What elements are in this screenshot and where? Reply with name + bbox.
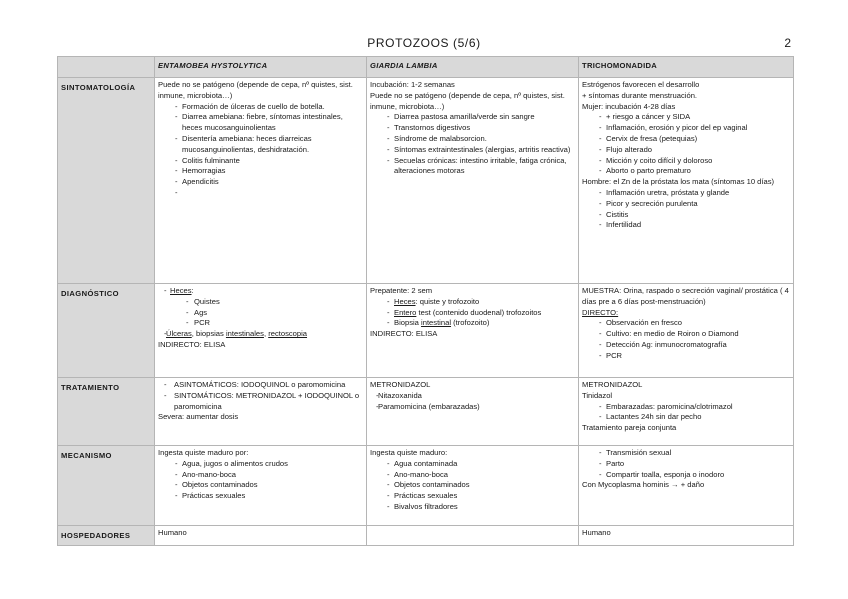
text-line: Hombre: el Zn de la próstata los mata (síntomas 10 días) <box>582 177 775 187</box>
list-item: - Aborto o parto prematuro <box>582 166 790 177</box>
cell-diagnostico-tricho <box>579 284 794 378</box>
ulceras-text: Úlceras <box>166 329 192 339</box>
treatment-list <box>370 391 575 413</box>
list-item: - Colitis fulminante <box>158 156 363 167</box>
header-giardia: GIARDIA LAMBIA <box>367 57 579 78</box>
text-line: Incubación: 1-2 semanas <box>370 80 455 89</box>
row-label-diagnostico: DIAGNÓSTICO <box>58 284 155 378</box>
list-item: - Infertilidad <box>582 220 790 231</box>
table-header-row <box>58 57 794 78</box>
list-item: - Ags <box>158 308 363 319</box>
cell-mecanismo-entamoeba <box>155 446 367 526</box>
separator-text: , <box>263 329 269 339</box>
heces-rest: : quiste y trofozoito <box>415 296 480 306</box>
list-item: - Transmisión sexual <box>582 448 790 459</box>
cell-mecanismo-giardia <box>367 446 579 526</box>
intestinal-text: intestinal <box>421 318 452 328</box>
cell-sintomatologia-giardia <box>367 78 579 284</box>
list-item <box>158 188 363 199</box>
diagnosis-list <box>582 318 790 361</box>
cell-tratamiento-giardia <box>367 378 579 446</box>
list-item: - Nitazoxanida <box>370 391 575 402</box>
row-label-hospedadores: HOSPEDADORES <box>58 526 155 546</box>
list-item: - Ano-mano-boca <box>158 470 363 481</box>
list-item <box>370 308 575 319</box>
list-item: - Diarrea amebiana: fiebre, síntomas intestinales, heces mucosanguinolientas <box>158 112 363 134</box>
table-row-mecanismo <box>58 446 794 526</box>
diagnosis-list <box>370 297 575 329</box>
text-line: METRONIDAZOL <box>370 380 431 389</box>
list-item: - + riesgo a cáncer y SIDA <box>582 112 790 123</box>
diagnosis-list <box>158 286 363 340</box>
heces-text: Heces <box>170 286 192 295</box>
list-item: - Síntomas extraintestinales (alergias, artritis reactiva) <box>370 145 575 156</box>
entero-text: Entero <box>394 307 417 317</box>
list-item: - Compartir toalla, esponja o inodoro <box>582 470 790 481</box>
list-item: - ASINTOMÁTICOS: IODOQUINOL o paromomicina <box>158 380 363 391</box>
cell-hospedadores-tricho: Humano <box>579 526 794 546</box>
list-item: - Embarazadas: paromicina/clotrimazol <box>582 402 790 413</box>
symptom-list <box>582 188 790 231</box>
list-item: - Bivalvos filtradores <box>370 502 575 513</box>
list-item: - Picor y secreción purulenta <box>582 199 790 210</box>
list-item: - Disentería amebiana: heces diarreicas mucosanguinolientas, deshidratación. <box>158 134 363 156</box>
text-line: Puede no se patógeno (depende de cepa, nº quistes, sist. inmune, microbiota…) <box>158 80 353 100</box>
cell-diagnostico-entamoeba <box>155 284 367 378</box>
text-line: + síntomas durante menstruación. <box>582 90 698 100</box>
list-item: - PCR <box>582 351 790 362</box>
list-item: - Observación en fresco <box>582 318 790 329</box>
rectoscopia-text: rectoscopia <box>268 329 308 339</box>
list-item: - Diarrea pastosa amarilla/verde sin sangre <box>370 112 575 123</box>
list-item: - Inflamación, erosión y picor del ep vaginal <box>582 123 790 134</box>
list-item: - Agua contaminada <box>370 459 575 470</box>
entero-rest: test (contenido duodenal) trofozoitos <box>416 307 542 317</box>
symptom-list <box>158 102 363 199</box>
text-line: Tratamiento pareja conjunta <box>582 423 677 433</box>
list-item: - Cervix de fresa (petequias) <box>582 134 790 145</box>
symptom-list <box>370 112 575 177</box>
text-line: Mujer: incubación 4-28 días <box>582 101 676 111</box>
cell-hospedadores-entamoeba: Humano <box>155 526 367 546</box>
cell-tratamiento-tricho <box>579 378 794 446</box>
text-line: Puede no se patógeno (depende de cepa, nº quistes, sist. inmune, microbiota…) <box>370 90 565 111</box>
list-item: - Ano-mano-boca <box>370 470 575 481</box>
header-entamoeba: ENTAMOBEA HYSTOLYTICA <box>155 57 367 78</box>
symptom-list <box>582 112 790 177</box>
list-item: - Quistes <box>158 297 363 308</box>
mechanism-list <box>370 459 575 513</box>
intestinales-text: intestinales <box>225 329 264 339</box>
list-item: - Prácticas sexuales <box>158 491 363 502</box>
list-item: - Objetos contaminados <box>370 480 575 491</box>
cell-diagnostico-giardia <box>367 284 579 378</box>
cell-tratamiento-entamoeba <box>155 378 367 446</box>
text-line: INDIRECTO: ELISA <box>370 329 438 339</box>
list-item: - Micción y coito difícil y doloroso <box>582 156 790 167</box>
list-item: - Inflamación uretra, próstata y glande <box>582 188 790 199</box>
row-label-sintomatologia: SINTOMATOLOGÍA <box>58 78 155 284</box>
list-item: - Cultivo: en medio de Roiron o Diamond <box>582 329 790 340</box>
list-item <box>158 286 363 297</box>
text-line: Prepatente: 2 sem <box>370 286 433 295</box>
list-item: - Lactantes 24h sin dar pecho <box>582 412 790 423</box>
list-item: - Síndrome de malabsorcion. <box>370 134 575 145</box>
list-item: - Flujo alterado <box>582 145 790 156</box>
cell-hospedadores-giardia <box>367 526 579 546</box>
heces-colon: : <box>191 286 194 295</box>
table-row-hospedadores <box>58 526 794 546</box>
header-trichomonadida: TRICHOMONADIDA <box>579 57 794 78</box>
separator-text: , biopsias <box>191 329 226 339</box>
list-item: - Prácticas sexuales <box>370 491 575 502</box>
list-item <box>370 297 575 308</box>
page-number: 2 <box>784 36 791 50</box>
list-item: - Detección Ag: inmunocromatografía <box>582 340 790 351</box>
table-row-sintomatologia <box>58 78 794 284</box>
list-item: - Parto <box>582 459 790 470</box>
row-label-tratamiento: TRATAMIENTO <box>58 378 155 446</box>
table-row-tratamiento <box>58 378 794 446</box>
list-item: - Cistitis <box>582 210 790 221</box>
biopsia-post: (trofozoito) <box>451 318 490 328</box>
table-row-diagnostico <box>58 284 794 378</box>
list-item: - Paramomicina (embarazadas) <box>370 402 575 413</box>
list-item: - Agua, jugos o alimentos crudos <box>158 459 363 470</box>
list-item: - Secuelas crónicas: intestino irritable, fatiga crónica, alteraciones motoras <box>370 156 575 178</box>
mechanism-list <box>158 459 363 502</box>
treatment-list <box>582 402 790 424</box>
text-line: Ingesta quiste maduro: <box>370 448 448 457</box>
list-item: - Objetos contaminados <box>158 480 363 491</box>
list-item <box>370 318 575 329</box>
protozoa-table <box>57 56 794 546</box>
page-title: PROTOZOOS (5/6) <box>367 36 481 50</box>
text-line: Tinidazol <box>582 390 613 400</box>
text-line: Con Mycoplasma hominis → + daño <box>582 480 705 490</box>
text-line: Estrógenos favorecen el desarrollo <box>582 80 700 89</box>
cell-mecanismo-tricho <box>579 446 794 526</box>
cell-sintomatologia-tricho <box>579 78 794 284</box>
list-item: - Formación de úlceras de cuello de botella. <box>158 102 363 113</box>
treatment-list <box>158 380 363 412</box>
text-line: INDIRECTO: ELISA <box>158 339 226 349</box>
list-item: - PCR <box>158 318 363 329</box>
mechanism-list <box>582 448 790 480</box>
biopsia-pre: Biopsia <box>394 318 422 328</box>
text-line: MUESTRA: Orina, raspado o secreción vaginal/ prostática ( 4 días pre a 6 días post-menstruación) <box>582 286 789 306</box>
text-line: Severa: aumentar dosis <box>158 412 239 422</box>
list-item: - Hemorragias <box>158 166 363 177</box>
cell-sintomatologia-entamoeba <box>155 78 367 284</box>
list-item <box>158 329 363 340</box>
list-item: - Transtornos digestivos <box>370 123 575 134</box>
header-empty-cell <box>58 57 155 78</box>
text-line: METRONIDAZOL <box>582 380 643 389</box>
list-item: - SINTOMÁTICOS: METRONIDAZOL + IODOQUINOL o paromomicina <box>158 391 363 413</box>
list-item: - Apendicitis <box>158 177 363 188</box>
row-label-mecanismo: MECANISMO <box>58 446 155 526</box>
heces-text: Heces <box>394 296 416 306</box>
directo-label: DIRECTO: <box>582 307 619 317</box>
text-line: Ingesta quiste maduro por: <box>158 448 249 457</box>
